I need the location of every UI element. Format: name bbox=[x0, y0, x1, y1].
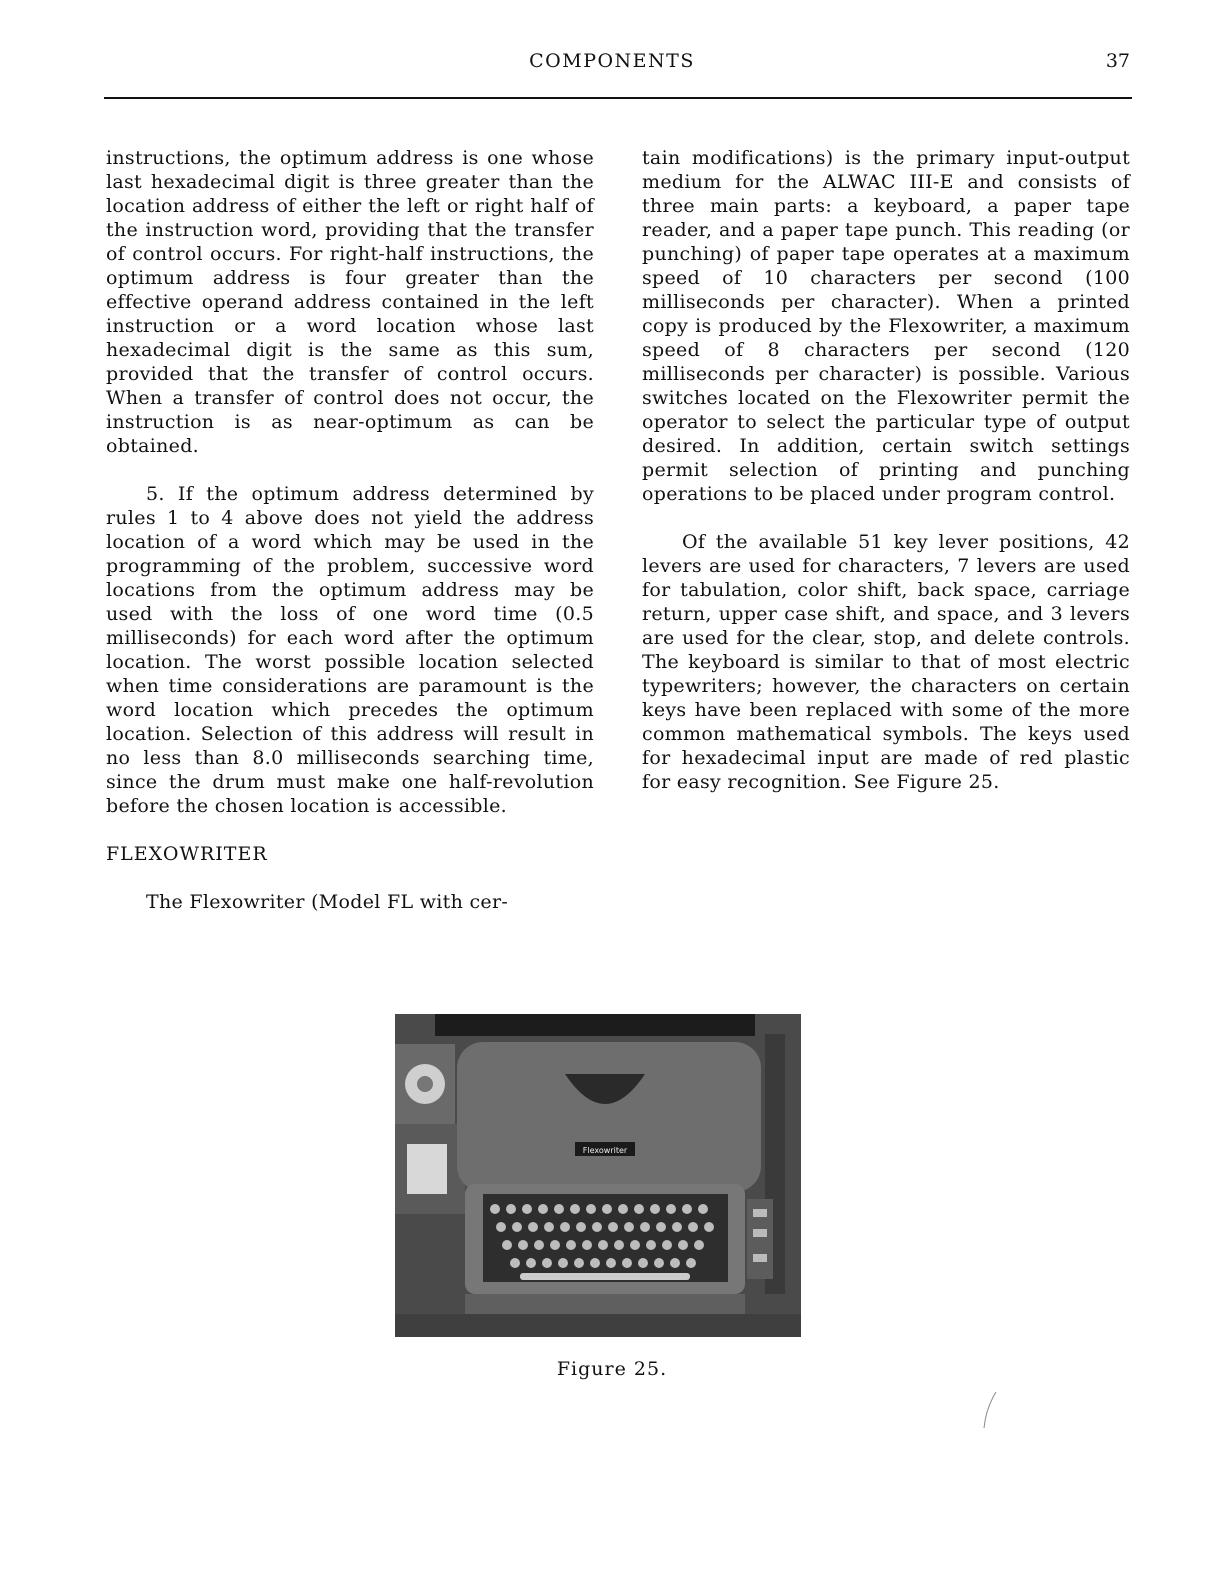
pen-mark-decoration bbox=[980, 1390, 1000, 1430]
running-title: COMPONENTS bbox=[529, 50, 695, 72]
paragraph-flexowriter-intro: The Flexowriter (Model FL with cer- bbox=[146, 891, 509, 913]
figure-caption: Figure 25. bbox=[556, 1358, 668, 1380]
paragraph-flexowriter-continued: tain modifications) is the primary input-output medium for the ALWAC III-E and consists of three main parts: a keyboard, a paper tape reader, and a paper tape punch. This reading (or punching) of paper tape operates at a maximum speed of 10 characters per second (100 milliseconds per character). When a printed copy is produced by the Flexowriter, a maximum speed of 8 characters per second (120 milliseconds per character) is possible. Various switches located on the Flexowriter permit the operator to select the particular type of output desired. In addition, certain switch settings permit selection of printing and punching operations to be placed under program control. bbox=[642, 147, 1130, 505]
flexowriter-illustration bbox=[395, 1014, 801, 1337]
section-heading-flexowriter: FLEXOWRITER bbox=[106, 843, 268, 865]
flexowriter-nameplate: Flexowriter bbox=[582, 1146, 628, 1155]
paragraph-key-levers: Of the available 51 key lever positions, 42 levers are used for characters, 7 levers are used for tabulation, color shift, back space, carriage return, upper case shift, and space, and 3 levers are used for the clear, stop, and delete controls. The keyboard is similar to that of most electric typewriters; however, the characters on certain keys have been replaced with some of the more common mathematical symbols. The keys used for hexadecimal input are made of red plastic for easy recognition. See Figure 25. bbox=[642, 531, 1130, 793]
paragraph-optimum-address: instructions, the optimum address is one whose last hexadecimal digit is three greater than the location address of either the left or right half of the instruction word, providing that the transfer of control occurs. For right-half instructions, the optimum address is four greater than the effective operand address contained in the left instruction or a word location whose last hexadecimal digit is the same as this sum, provided that the transfer of control occurs. When a transfer of control does not occur, the instruction is as near-optimum as can be obtained. bbox=[106, 147, 594, 457]
figure-25-photo bbox=[395, 1014, 801, 1337]
right-column bbox=[642, 146, 1130, 794]
page-number: 37 bbox=[1105, 50, 1130, 72]
paragraph-rule-5: 5. If the optimum address determined by rules 1 to 4 above does not yield the address location of a word which may be used in the programming of the problem, successive word locations from the optimum address may be used with the loss of one word time (0.5 milliseconds) for each word after the optimum location. The worst possible location selected when time considerations are paramount is the word location which precedes the optimum location. Selection of this address will result in no less than 8.0 milliseconds searching time, since the drum must make one half-revolution before the chosen location is accessible. bbox=[106, 483, 594, 817]
left-column bbox=[106, 146, 594, 914]
header-rule bbox=[104, 97, 1132, 99]
